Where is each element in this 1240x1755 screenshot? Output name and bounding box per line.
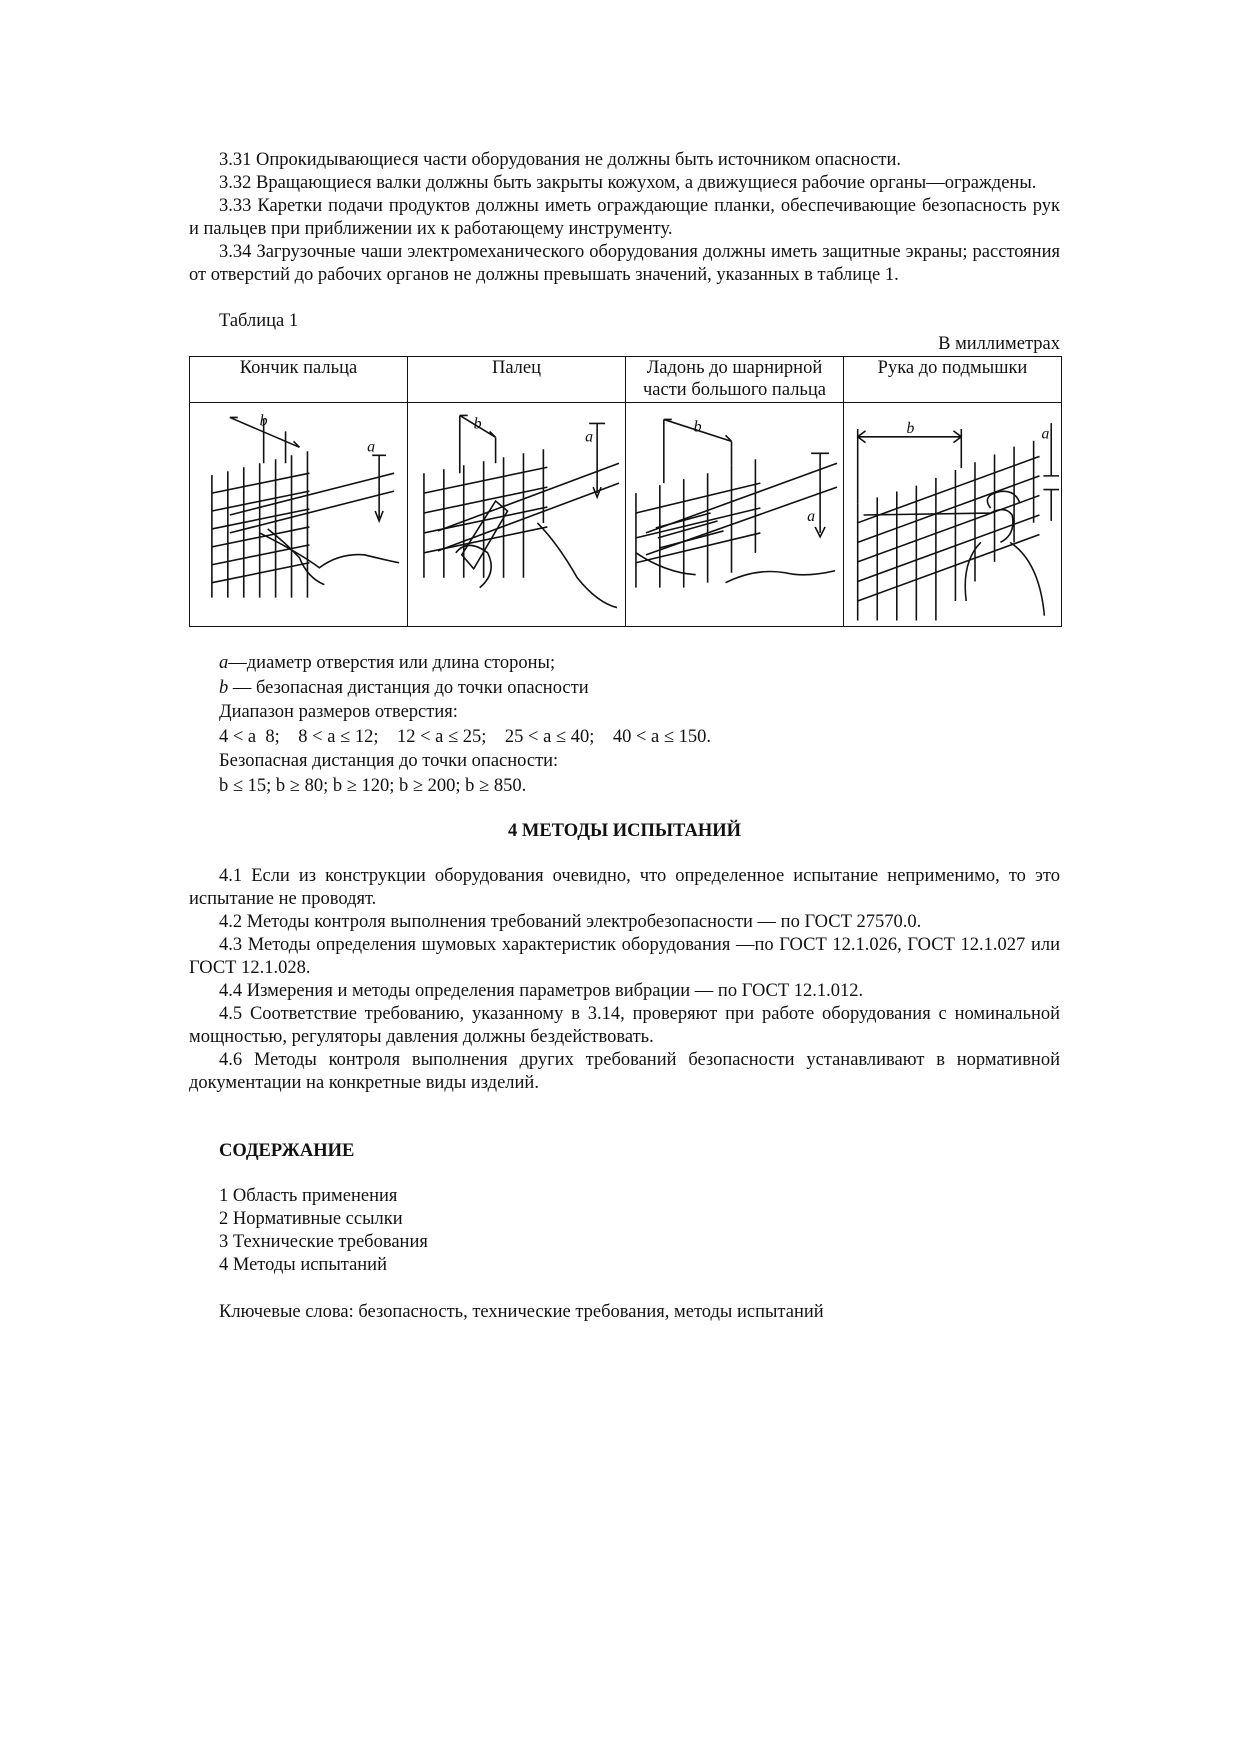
label-b-palm: b [693, 418, 702, 436]
arm-figure [844, 403, 1062, 627]
paragraph-4-6: 4.6 Методы контроля выполнения других требований безопасности устанавливают в нормативной документации на конкретные виды изделий. [189, 1050, 1060, 1093]
finger-illustration [408, 403, 625, 626]
label-b-fingertip: b [259, 412, 268, 430]
paragraph-3-33: 3.33 Каретки подачи продуктов должны иметь ограждающие планки, обеспечивающие безопасность рук и пальцев при приближении их к работающему инструменту. [189, 196, 1060, 239]
paragraph-4-4: 4.4 Измерения и методы определения параметров вибрации — по ГОСТ 12.1.012. [219, 981, 864, 1001]
palm-figure [626, 403, 844, 627]
paragraph-3-31: 3.31 Опрокидывающиеся части оборудования не должны быть источником опасности. [219, 150, 902, 170]
table-notes [189, 651, 1060, 798]
note-b: b — безопасная дистанция до точки опасности [219, 677, 589, 698]
paragraph-4-5: 4.5 Соответствие требованию, указанному в 3.14, проверяют при работе оборудования с номинальной мощностью, регуляторы давления должны бездействовать. [189, 1004, 1060, 1047]
section-4-heading: 4 МЕТОДЫ ИСПЫТАНИЙ [507, 821, 741, 841]
label-b-arm: b [906, 419, 915, 437]
contents-item: 3 Технические требования [219, 1232, 428, 1252]
contents-list [189, 1185, 1060, 1277]
contents-item: 2 Нормативные ссылки [219, 1209, 403, 1229]
safety-distance-table [189, 356, 1062, 627]
header-palm: Ладонь до шарнирной части большого пальца [626, 357, 844, 403]
finger-figure [408, 403, 626, 627]
paragraph-4-2: 4.2 Методы контроля выполнения требований электробезопасности — по ГОСТ 27570.0. [219, 912, 922, 932]
contents-title: СОДЕРЖАНИЕ [219, 1141, 355, 1161]
paragraph-3-34: 3.34 Загрузочные чаши электромеханического оборудования должны иметь защитные экраны; расстояния от отверстий до рабочих органов не должны превышать значений, указанных в таблице 1. [189, 242, 1060, 285]
distance-values: b ≤ 15; b ≥ 80; b ≥ 120; b ≥ 200; b ≥ 850. [219, 775, 527, 796]
header-finger: Палец [408, 357, 626, 403]
distance-title: Безопасная дистанция до точки опасности: [219, 751, 559, 771]
fingertip-illustration [190, 403, 407, 626]
contents-item: 1 Область применения [219, 1186, 398, 1206]
label-a-arm: a [1041, 425, 1050, 443]
range-values: 4 < a 8; 8 < a ≤ 12; 12 < a ≤ 25; 25 < a ≤ 40; 40 < a ≤ 150. [219, 726, 712, 747]
label-b-finger: b [473, 415, 482, 433]
arm-illustration [844, 403, 1061, 626]
header-fingertip: Кончик пальца [190, 357, 408, 403]
label-a-fingertip: a [367, 438, 376, 456]
keywords: Ключевые слова: безопасность, технические требования, методы испытаний [219, 1302, 824, 1322]
paragraph-3-32: 3.32 Вращающиеся валки должны быть закрыты кожухом, а движущиеся рабочие органы—ограждены. [219, 173, 1037, 193]
table-caption: Таблица 1 [219, 311, 299, 331]
paragraph-4-3: 4.3 Методы определения шумовых характеристик оборудования —по ГОСТ 12.1.026, ГОСТ 12.1.027 или ГОСТ 12.1.028. [189, 935, 1060, 978]
contents-item: 4 Методы испытаний [219, 1255, 387, 1275]
fingertip-figure [190, 403, 408, 627]
paragraph-4-1: 4.1 Если из конструкции оборудования очевидно, что определенное испытание неприменимо, то это испытание не проводят. [189, 866, 1060, 909]
note-a: a—диаметр отверстия или длина стороны; [219, 653, 556, 673]
header-arm: Рука до подмышки [844, 357, 1062, 403]
palm-illustration [626, 403, 843, 626]
label-a-palm: a [807, 507, 816, 525]
range-title: Диапазон размеров отверстия: [219, 702, 458, 722]
document-page [189, 149, 1060, 1324]
table-units: В миллиметрах [938, 334, 1060, 354]
label-a-finger: a [585, 428, 594, 446]
